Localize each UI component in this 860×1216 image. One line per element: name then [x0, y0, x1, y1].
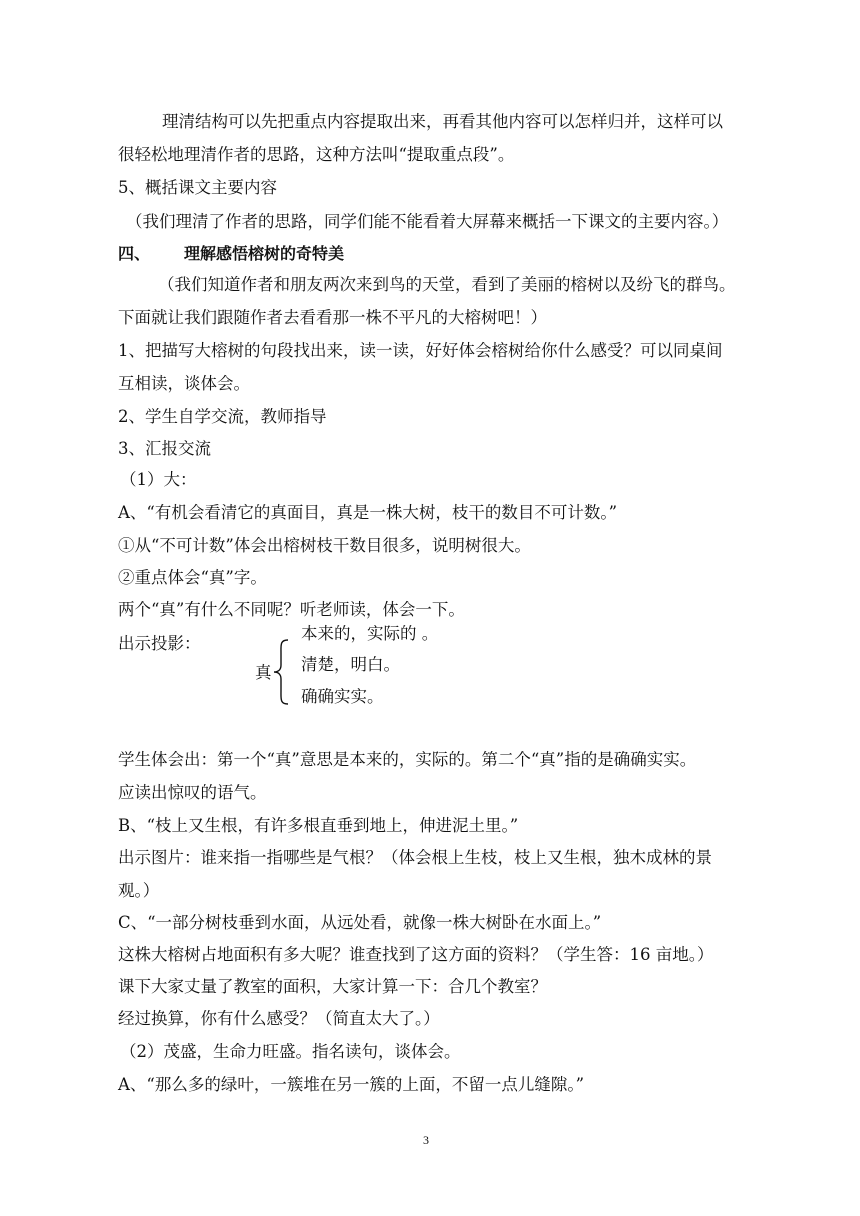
quote-line: A、“有机会看清它的真面目，真是一株大树，枝干的数目不可计数。” [118, 503, 618, 522]
numbered-item: 1、把描写大榕树的句段找出来，读一读，好好体会榕树给你什么感受？可以同桌间 [118, 341, 723, 360]
paragraph-line: （我们知道作者和朋友两次来到鸟的天堂，看到了美丽的榕树以及纷飞的群鸟。 [158, 275, 736, 294]
paragraph-line: 理清结构可以先把重点内容提取出来，再看其他内容可以怎样归并，这样可以 [162, 112, 723, 131]
definition-item: 本来的，实际的 。 [301, 624, 439, 643]
definition-item: 清楚，明白。 [301, 655, 400, 674]
paragraph-line: 这株大榕树占地面积有多大呢？谁查找到了这方面的资料？（学生答：16 亩地。） [118, 945, 714, 964]
section-number: 四、 [118, 244, 151, 263]
quote-line: A、“那么多的绿叶，一簇堆在另一簇的上面，不留一点儿缝隙。” [118, 1075, 585, 1094]
projection-label: 出示投影： [118, 634, 201, 653]
paragraph-line: ①从“不可计数”体会出榕树枝干数目很多，说明树很大。 [118, 536, 531, 555]
paragraph-line: 经过换算，你有什么感受？（简直太大了。） [118, 1009, 440, 1028]
numbered-item: 2、学生自学交流，教师指导 [118, 407, 327, 426]
paragraph-line: 很轻松地理清作者的思路，这种方法叫“提取重点段”。 [118, 145, 515, 164]
numbered-item: 3、汇报交流 [118, 439, 211, 458]
paragraph-line: 学生体会出：第一个“真”意思是本来的，实际的。第二个“真”指的是确确实实。 [118, 750, 697, 769]
paragraph-line: 观。） [118, 881, 160, 900]
paragraph-line: 应读出惊叹的语气。 [118, 783, 267, 802]
paragraph-line: （我们理清了作者的思路，同学们能不能看着大屏幕来概括一下课文的主要内容。） [126, 212, 729, 231]
paragraph-line: 出示图片：谁来指一指哪些是气根？（体会根上生枝，枝上又生根，独木成林的景 [118, 848, 712, 867]
numbered-item: 5、概括课文主要内容 [118, 178, 277, 197]
definition-term: 真 [255, 663, 272, 682]
paragraph-line: ②重点体会“真”字。 [118, 568, 267, 587]
sub-item: （1）大： [120, 470, 197, 489]
section-heading: 理解感悟榕树的奇特美 [184, 244, 345, 263]
paragraph-line: 两个“真”有什么不同呢？听老师读，体会一下。 [118, 600, 465, 619]
definition-item: 确确实实。 [301, 687, 384, 706]
paragraph-line: 课下大家丈量了教室的面积，大家计算一下：合几个教室？ [118, 977, 547, 996]
page-number: 3 [423, 1133, 429, 1147]
curly-brace-icon [272, 639, 290, 705]
paragraph-line: 互相读，谈体会。 [118, 374, 250, 393]
paragraph-line: 下面就让我们跟随作者去看看那一株不平凡的大榕树吧！） [118, 308, 547, 327]
quote-line: B、“枝上又生根，有许多根直垂到地上，伸进泥土里。” [118, 816, 519, 835]
quote-line: C、“一部分树枝垂到水面，从远处看，就像一株大树卧在水面上。” [118, 913, 602, 932]
sub-item: （2）茂盛，生命力旺盛。指名读句，谈体会。 [120, 1042, 461, 1061]
